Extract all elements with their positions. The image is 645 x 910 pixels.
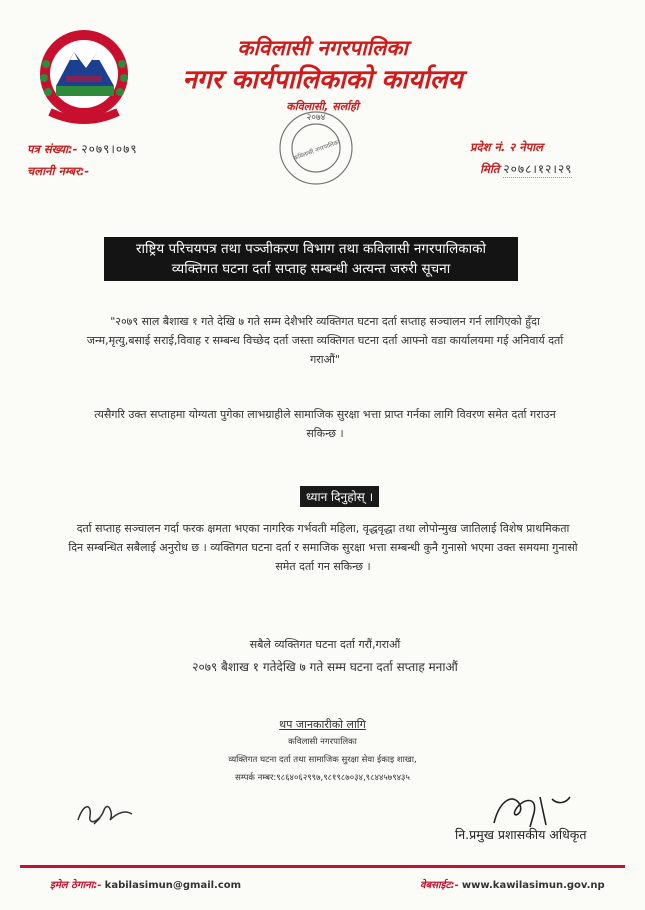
banner-line-1: राष्ट्रिय परिचयपत्र तथा पञ्जीकरण विभाग तथा कविलासी नगरपालिकाको: [135, 241, 487, 257]
notice-banner: [104, 237, 518, 281]
municipality-name: कविलासी नगरपालिका: [237, 36, 408, 60]
office-stamp: [262, 108, 370, 190]
more-info-title: थप जानकारीको लागि: [279, 718, 366, 731]
more-info-line-1: कविलासी नगरपालिका: [288, 737, 357, 747]
office-address: कविलासी, सर्लाही: [286, 100, 359, 113]
paragraph-1: "२०७९ साल बैशाख १ गते देखि ७ गते सम्म देशैभरि व्यक्तिगत घटना दर्ता सप्ताह सञ्चालन गर्न लागिएको हुँदा जन्म,मृत्यु,बसाई सराई,विवाह र सम्बन्ध विच्छेद दर्ता जस्ता व्यक्तिगत घटना दर्ता आफ्नो वडा कार्यालयमा गई अनिवार्य दर्ता गराऔं": [86, 315, 564, 366]
date-value: २०७८।१२।२९: [503, 162, 573, 176]
svg-text:कविलासी नगरपालिका: कविलासी नगरपालिका: [292, 138, 341, 162]
letter-number-value: २०७९।०७९: [81, 142, 138, 156]
footer-email: [50, 877, 241, 891]
paragraph-2: त्यसैगरि उक्त सप्ताहमा योग्यता पुगेका लाभग्राहीले सामाजिक सुरक्षा भत्ता प्राप्त गर्नका लागि विवरण समेत दर्ता गराउन सकिन्छ ।: [94, 408, 556, 440]
email-link[interactable]: kabilasimun@gmail.com: [104, 880, 242, 891]
date-field: [480, 160, 572, 178]
more-info-line-2: व्यक्तिगत घटना दर्ता तथा सामाजिक सुरक्षा सेवा ईकाइ शाखा,: [228, 755, 417, 765]
dispatch-number: [27, 164, 89, 179]
paragraph-3: दर्ता सप्ताह सञ्चालन गर्दा फरक क्षमता भएका नागरिक गर्भवती महिला, वृद्धवृद्धा तथा लोपोन्मुख जातिलाई विशेष प्राथमिकता दिन सम्बन्धित सबैलाई अनुरोध छ । व्यक्तिगत घटना दर्ता र समाजिक सुरक्षा भत्ता सम्बन्धी कुनै गुनासो भएमा उक्त समयमा गुनासो समेत दर्ता गन सकिन्छ ।: [68, 522, 578, 573]
office-name: नगर कार्यपालिकाको कार्यालय: [182, 65, 463, 95]
dispatch-number-label: चलानी नम्बर:-: [27, 164, 90, 178]
officer-title: नि.प्रमुख प्रशासकीय अधिकृत: [455, 827, 587, 842]
footer-divider: [20, 865, 625, 868]
date-label: मिति: [480, 162, 500, 176]
banner-line-2: व्यक्तिगत घटना दर्ता सप्ताह सम्बन्धी अत्यन्त जरुरी सूचना: [171, 261, 451, 277]
province-label: प्रदेश नं. २ नेपाल: [470, 140, 543, 154]
email-label: इमेल ठेगाना:-: [50, 880, 102, 891]
letter-number-label: पत्र संख्या:-: [27, 142, 78, 156]
website-link[interactable]: www.kawilasimun.gov.np: [461, 880, 605, 891]
attention-label: ध्यान दिनुहोस् ।: [300, 486, 379, 507]
slogan-1: सबैले व्यक्तिगत घटना दर्ता गरौं,गराऔं: [249, 638, 401, 651]
website-label: वेबसाईट:-: [420, 880, 459, 891]
left-signature: [70, 792, 150, 832]
more-info-contact: सम्पर्क नम्बर:९८६४०६२९९७,९८१९८७०३४,९८४४५७९४३५: [235, 773, 410, 783]
slogan-2: २०७९ बैशाख १ गतेदेखि ७ गते सम्म घटना दर्ता सप्ताह मनाऔं: [192, 660, 458, 674]
footer-website: [420, 877, 605, 891]
stamp-year: २०७४: [306, 113, 326, 123]
letter-number: [27, 140, 138, 157]
